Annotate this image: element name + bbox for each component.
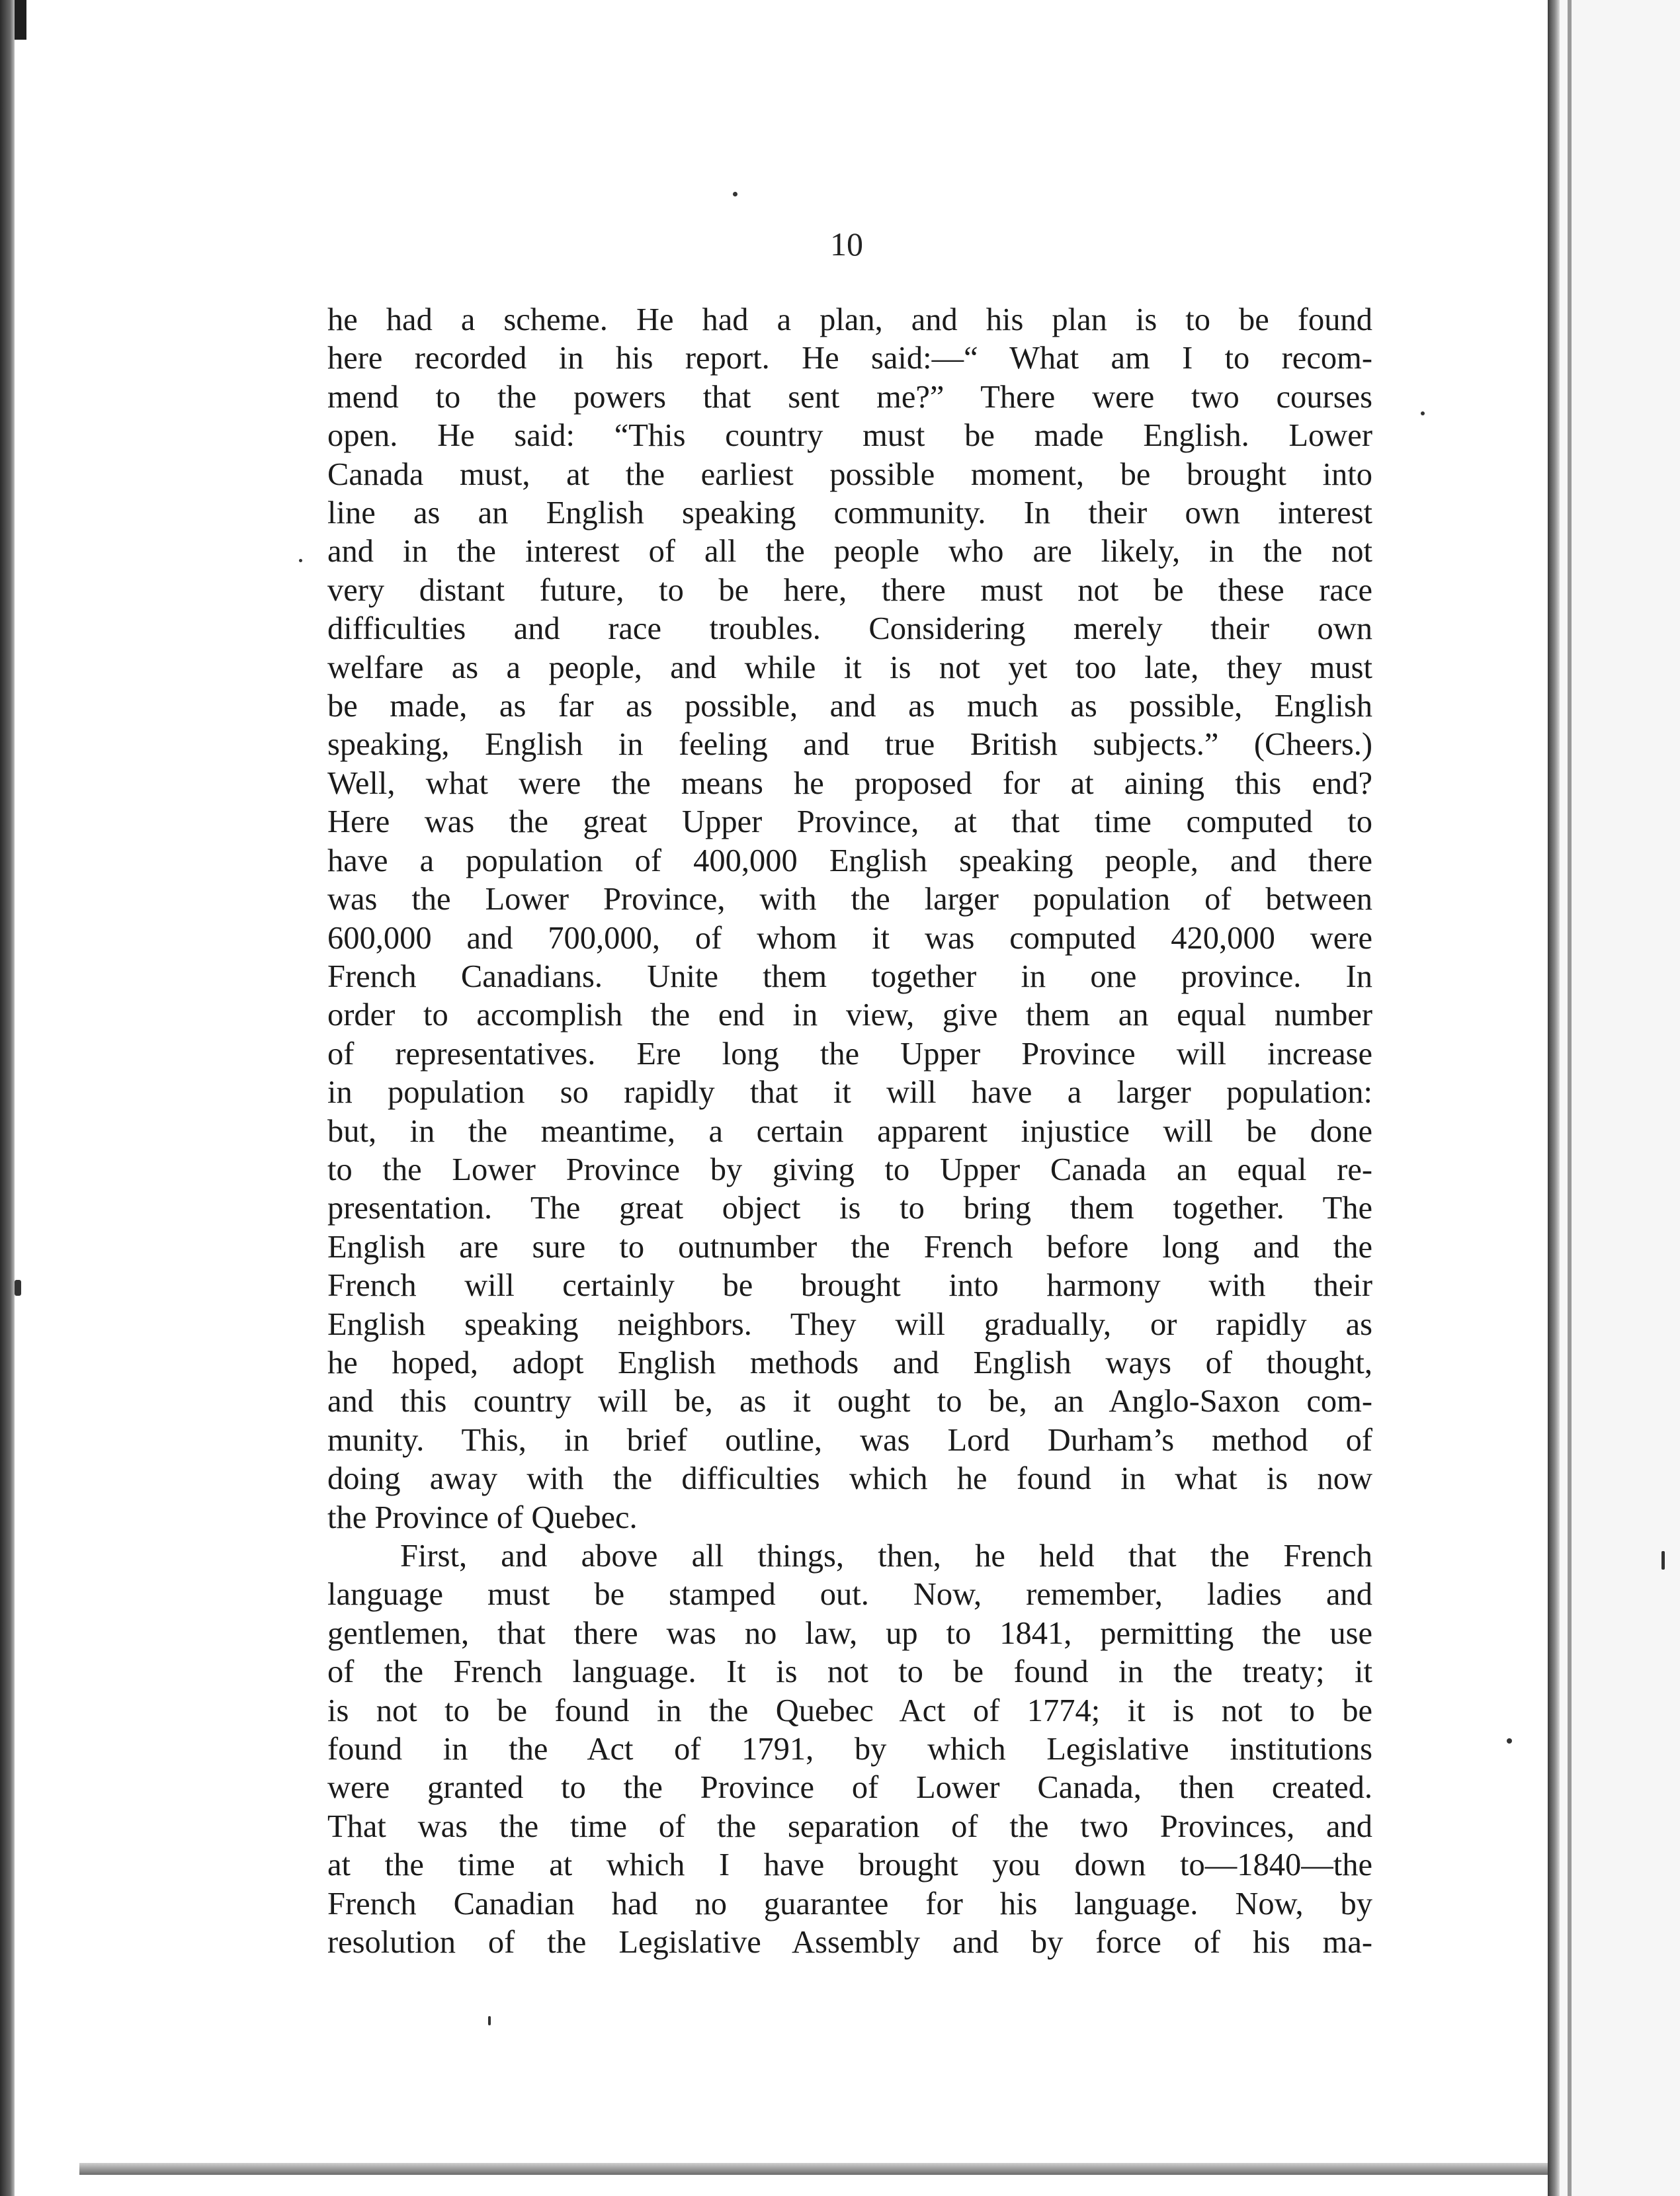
text-line: French Canadians. Unite them together in one province. In bbox=[327, 958, 1372, 994]
text-line: of representatives. Ere long the Upper Province will increase bbox=[327, 1036, 1372, 1072]
page-number: 10 bbox=[830, 226, 863, 263]
text-line: English speaking neighbors. They will gradually, or rapidly as bbox=[327, 1306, 1372, 1342]
scan-right-edge bbox=[1548, 0, 1680, 2196]
text-line: munity. This, in brief outline, was Lord Durham’s method of bbox=[327, 1422, 1372, 1458]
text-line: mend to the powers that sent me?” There were two courses bbox=[327, 379, 1372, 415]
text-line: difficulties and race troubles. Considering merely their own bbox=[327, 611, 1372, 647]
text-line: was the Lower Province, with the larger population of between bbox=[327, 882, 1372, 917]
text-line: very distant future, to be here, there must not be these race bbox=[327, 572, 1372, 608]
scan-speck bbox=[1421, 411, 1425, 415]
text-line: he hoped, adopt English methods and English ways of thought, bbox=[327, 1345, 1372, 1380]
scan-speck bbox=[15, 1280, 21, 1296]
text-line: and in the interest of all the people who are likely, in the not bbox=[327, 534, 1372, 570]
text-line: to the Lower Province by giving to Upper Canada an equal re- bbox=[327, 1152, 1372, 1187]
text-line: speaking, English in feeling and true British subjects.” (Cheers.) bbox=[327, 727, 1372, 763]
text-line: presentation. The great object is to bring them together. The bbox=[327, 1191, 1372, 1226]
text-line: the Province of Quebec. bbox=[327, 1499, 638, 1535]
text-line: English are sure to outnumber the French before long and the bbox=[327, 1229, 1372, 1265]
text-line: order to accomplish the end in view, give them an equal number bbox=[327, 997, 1372, 1033]
text-line: doing away with the difficulties which he found in what is now bbox=[327, 1461, 1372, 1497]
text-line: Well, what were the means he proposed for at aining this end? bbox=[327, 765, 1372, 801]
text-line: First, and above all things, then, he held that the French bbox=[400, 1539, 1372, 1574]
scan-speck bbox=[1507, 1738, 1512, 1744]
text-line: open. He said: “This country must be made English. Lower bbox=[327, 418, 1372, 454]
text-line: gentlemen, that there was no law, up to 1841, permitting the use bbox=[327, 1615, 1372, 1651]
scan-speck bbox=[733, 192, 737, 196]
text-line: were granted to the Province of Lower Canada, then created. bbox=[327, 1770, 1372, 1806]
scan-page-fold-line bbox=[1568, 0, 1572, 2196]
text-line: Here was the great Upper Province, at that time computed to bbox=[327, 804, 1372, 840]
text-line: and this country will be, as it ought to be, an Anglo-Saxon com- bbox=[327, 1384, 1372, 1419]
text-line: at the time at which I have brought you down to—1840—the bbox=[327, 1847, 1372, 1883]
text-line: but, in the meantime, a certain apparent injustice will be done bbox=[327, 1113, 1372, 1149]
text-line: That was the time of the separation of the two Provinces, and bbox=[327, 1808, 1372, 1844]
scan-speck bbox=[488, 2016, 491, 2025]
text-line: have a population of 400,000 English speaking people, and there bbox=[327, 843, 1372, 878]
text-line: found in the Act of 1791, by which Legislative institutions bbox=[327, 1732, 1372, 1767]
text-line: 600,000 and 700,000, of whom it was computed 420,000 were bbox=[327, 920, 1372, 956]
text-line: language must be stamped out. Now, remember, ladies and bbox=[327, 1577, 1372, 1613]
text-line: French will certainly be brought into harmony with their bbox=[327, 1268, 1372, 1304]
scan-left-edge bbox=[0, 0, 15, 2196]
text-line: here recorded in his report. He said:—“ What am I to recom- bbox=[327, 341, 1372, 376]
text-line: in population so rapidly that it will have a larger population: bbox=[327, 1075, 1372, 1111]
scan-speck bbox=[299, 559, 302, 562]
scan-bottom-edge bbox=[79, 2163, 1548, 2175]
text-line: he had a scheme. He had a plan, and his plan is to be found bbox=[327, 302, 1372, 337]
body-text bbox=[327, 301, 1372, 1962]
text-line: welfare as a people, and while it is not yet too late, they must bbox=[327, 650, 1372, 685]
text-line: resolution of the Legislative Assembly and by force of his ma- bbox=[327, 1925, 1372, 1961]
text-line: French Canadian had no guarantee for his language. Now, by bbox=[327, 1886, 1372, 1922]
text-line: Canada must, at the earliest possible moment, be brought into bbox=[327, 456, 1372, 492]
scan-page-fold bbox=[1548, 0, 1560, 2196]
scan-speck bbox=[1661, 1551, 1665, 1570]
text-line: of the French language. It is not to be found in the treaty; it bbox=[327, 1654, 1372, 1690]
text-line: line as an English speaking community. In their own interest bbox=[327, 495, 1372, 531]
text-line: is not to be found in the Quebec Act of 1774; it is not to be bbox=[327, 1693, 1372, 1728]
text-line: be made, as far as possible, and as much as possible, English bbox=[327, 689, 1372, 724]
